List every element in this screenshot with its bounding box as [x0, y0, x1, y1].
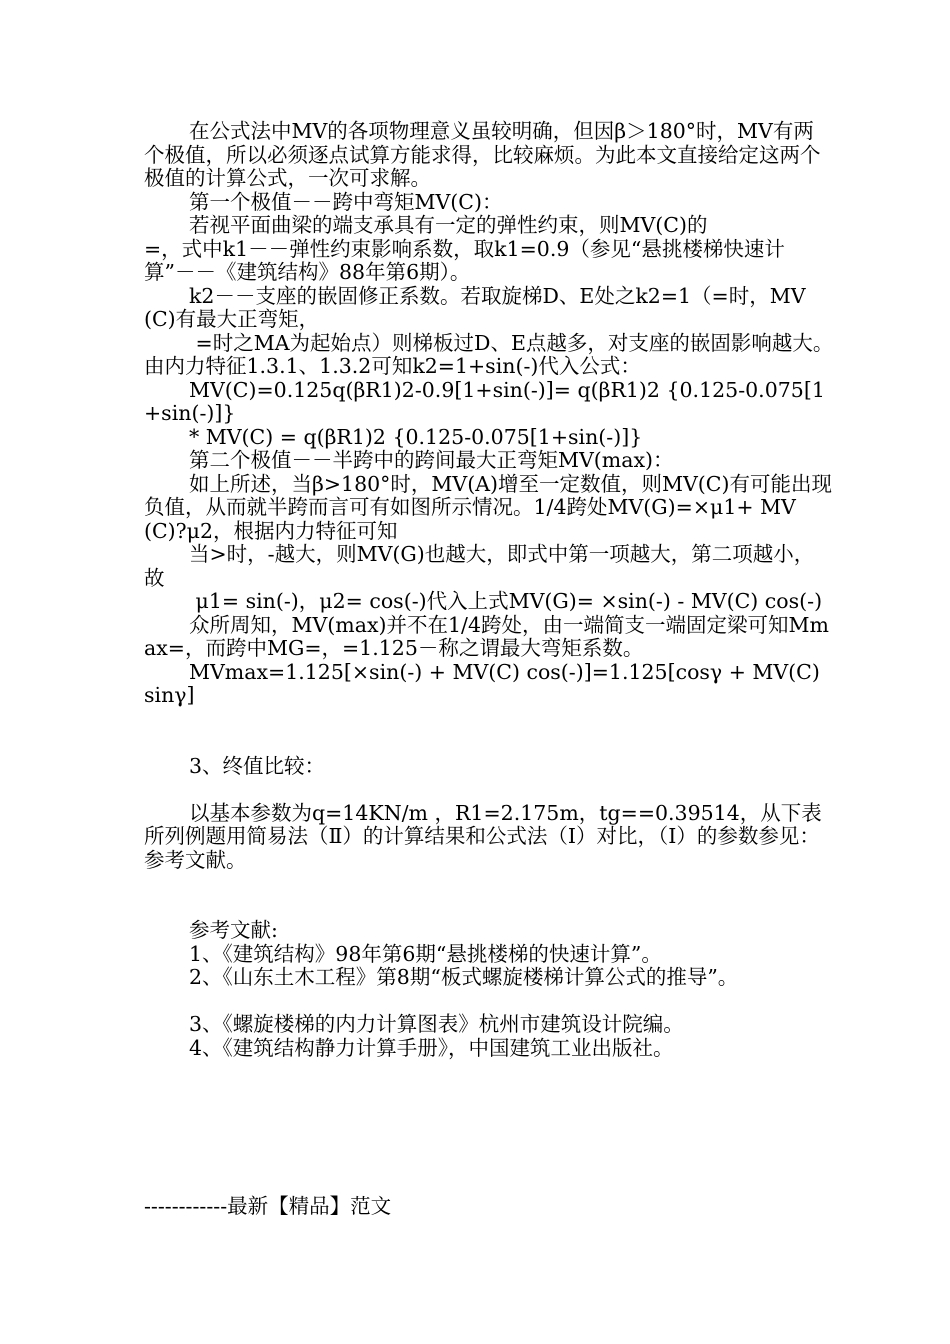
paragraph-support-fixity: =时之MA为起始点）则梯板过D、E点越多，对支座的嵌固影响越大。由内力特征1.3.1、1.3.2可知k2=1+sin(-)代入公式： — [144, 330, 834, 378]
paragraph-mvg-increase: 当>时，-越大，则MV(G)也越大，即式中第一项越大，第二项越小，故 — [144, 542, 815, 590]
paragraph-intro: 在公式法中MV的各项物理意义虽较明确，但因β＞180°时，MV有两个极值，所以必须逐点试算方能求得，比较麻烦。为此本文直接给定这两个极值的计算公式，一次可求解。 — [144, 119, 821, 190]
paragraph-elastic-restraint: 若视平面曲梁的端支承具有一定的弹性约束，则MV(C)的 — [189, 213, 708, 237]
heading-first-extremum: 第一个极值－－跨中弯矩MV(C)： — [189, 189, 503, 214]
reference-item: 1、《建筑结构》98年第6期“悬挑楼梯的快速计算”。 — [189, 941, 662, 966]
footer-banner: ------------最新【精品】范文 — [144, 1194, 392, 1218]
paragraph-negative-mvc: 如上所述，当β>180°时，MV(A)增至一定数值，则MV(C)有可能出现负值，从而就半跨而言可有如图所示情况。1/4跨处MV(G)=×μ1+ MV(C)?μ2，根据内力特征可知 — [144, 471, 832, 543]
heading-second-extremum: 第二个极值－－半跨中的跨间最大正弯矩MV(max)： — [189, 448, 674, 472]
reference-item: 2、《山东土木工程》第8期“板式螺旋楼梯计算公式的推导”。 — [189, 965, 739, 989]
reference-item: 3、《螺旋楼梯的内力计算图表》杭州市建筑设计院编。 — [189, 1012, 684, 1036]
spacer — [144, 872, 834, 919]
reference-item: 4、《建筑结构静力计算手册》，中国建筑工业出版社。 — [189, 1035, 674, 1060]
paragraph-max-moment: 众所周知，MV(max)并不在1/4跨处，由一端简支一端固定梁可知Mmax=，而跨中MG=，=1.125－称之谓最大弯矩系数。 — [144, 612, 829, 660]
spacer — [144, 990, 834, 1014]
paragraph-k1-coefficient: =，式中k1－－弹性约束影响系数，取k1=0.9（参见“悬挑楼梯快速计算”－－《建筑结构》88年第6期）。 — [144, 236, 785, 284]
formula-mvmax: MVmax=1.125[×sin(-) + MV(C) cos(-)]=1.125[cosγ + MV(C) sinγ] — [144, 659, 827, 707]
references-title: 参考文献: — [189, 918, 278, 942]
paragraph-basic-parameters: 以基本参数为q=14KN/m ，R1=2.175m，tg==0.39514，从下表所列例题用简易法（Ⅱ）的计算结果和公式法（Ⅰ）对比，（Ⅰ）的参数参见：参考文献。 — [144, 800, 822, 872]
formula-mvc-result: * MV(C) = q(βR1)2 {0.125-0.075[1+sin(-)]} — [189, 424, 643, 449]
section-heading-final-comparison: 3、终值比较： — [189, 753, 326, 778]
paragraph-k2-coefficient: k2－－支座的嵌固修正系数。若取旋梯D、E处之k2=1（=时，MV(C)有最大正弯矩， — [144, 283, 806, 331]
document-body — [144, 120, 834, 1060]
formula-mvc: MV(C)=0.125q(βR1)2-0.9[1+sin(-)]= q(βR1)2 {0.125-0.075[1+sin(-)]} — [144, 377, 825, 425]
spacer — [144, 778, 834, 802]
spacer — [144, 708, 834, 755]
formula-mu-substitution: μ1= sin(-)，μ2= cos(-)代入上式MV(G)= ×sin(-) - MV(C) cos(-) — [189, 589, 823, 613]
